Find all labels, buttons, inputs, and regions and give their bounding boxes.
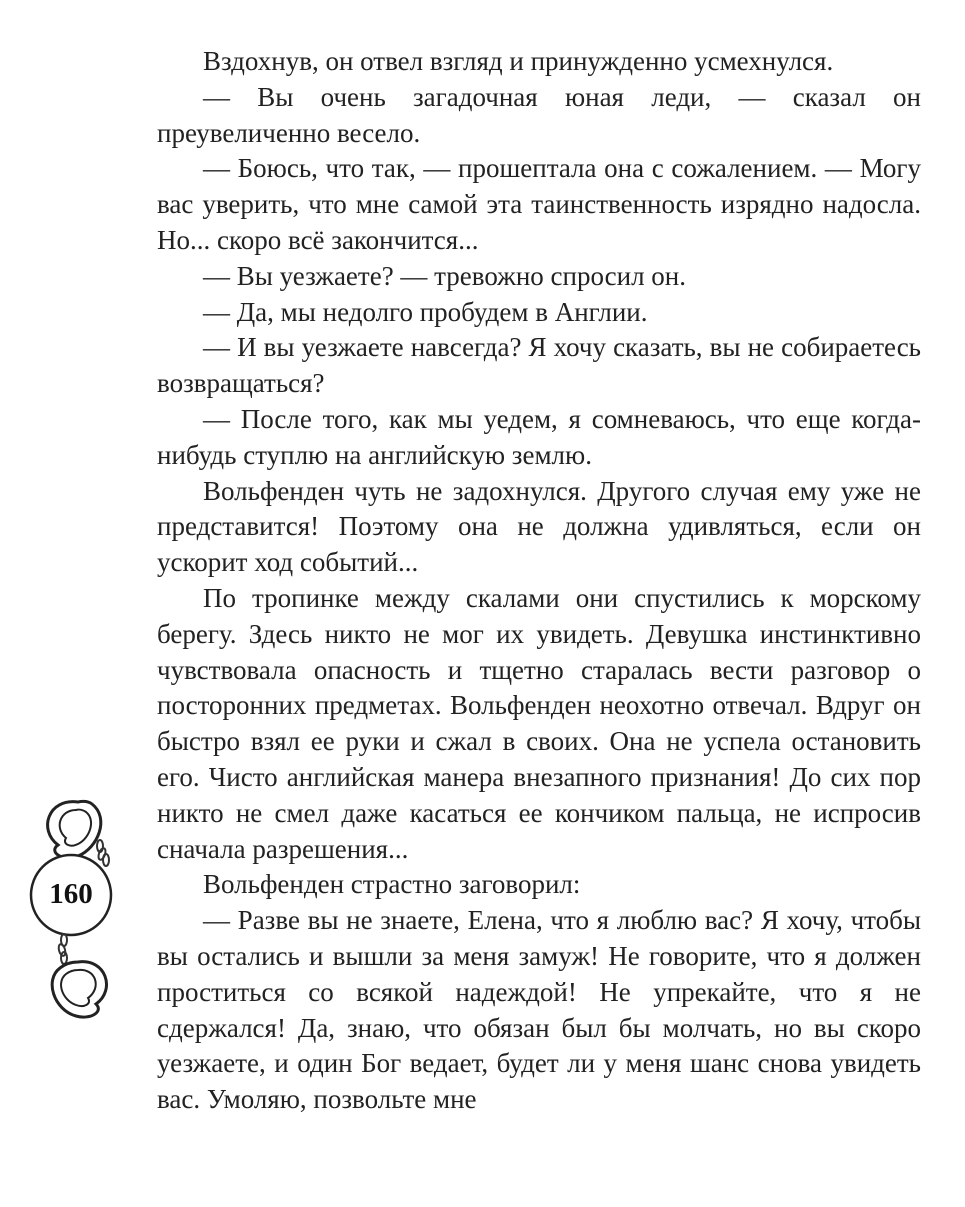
paragraph: — Да, мы недолго пробудем в Англии. xyxy=(203,296,648,327)
paragraph: — Боюсь, что так, — прошептала она с сожалением. — Могу вас уверить, что мне самой эта таинственность изрядно надосла. Но... скоро всё закончится... xyxy=(157,153,921,255)
paragraph: Вольфенден чуть не задохнулся. Другого случая ему уже не представится! Поэтому она не должна удивляться, если он ускорит ход событий... xyxy=(157,475,921,578)
paragraph: — После того, как мы уедем, я сомневаюсь, что еще когда-нибудь ступлю на английскую землю. xyxy=(157,403,921,470)
paragraph: — Вы очень загадочная юная леди, — сказал он преувеличенно весело. xyxy=(157,81,921,148)
paragraph: — Вы уезжаете? — тревожно спросил он. xyxy=(203,260,686,291)
paragraph: — И вы уезжаете навсегда? Я хочу сказать, вы не собираетесь возвращаться? xyxy=(157,332,921,399)
paragraph: Вольфенден страстно заговорил: xyxy=(203,869,581,900)
body-text xyxy=(157,44,921,1118)
paragraph: — Разве вы не знаете, Елена, что я люблю вас? Я хочу, чтобы вы остались и вышли за меня замуж! Не говорите, что я должен проститься со всякой надеждой! Не упрекайте, что я не сдержался! Да, знаю, что обязан был бы молчать, но вы скоро уезжаете, и один Бог ведает, будет ли у меня шанс снова увидеть вас. Умоляю, позвольте мне xyxy=(157,905,921,1115)
paragraph: По тропинке между скалами они спустились к морскому берегу. Здесь никто не мог их увидеть. Девушка инстинктивно чувствовала опасность и тщетно старалась вести разговор о посторонних предметах. Вольфенден неохотно отвечал. Вдруг он быстро взял ее руки и сжал в своих. Она не успела остановить его. Чисто английская манера внезапного признания! До сих пор никто не смел даже касаться ее кончиком пальца, не испросив сначала разрешения... xyxy=(157,582,921,864)
paragraph: Вздохнув, он отвел взгляд и принужденно усмехнулся. xyxy=(203,46,834,76)
page-number: 160 xyxy=(49,877,93,910)
